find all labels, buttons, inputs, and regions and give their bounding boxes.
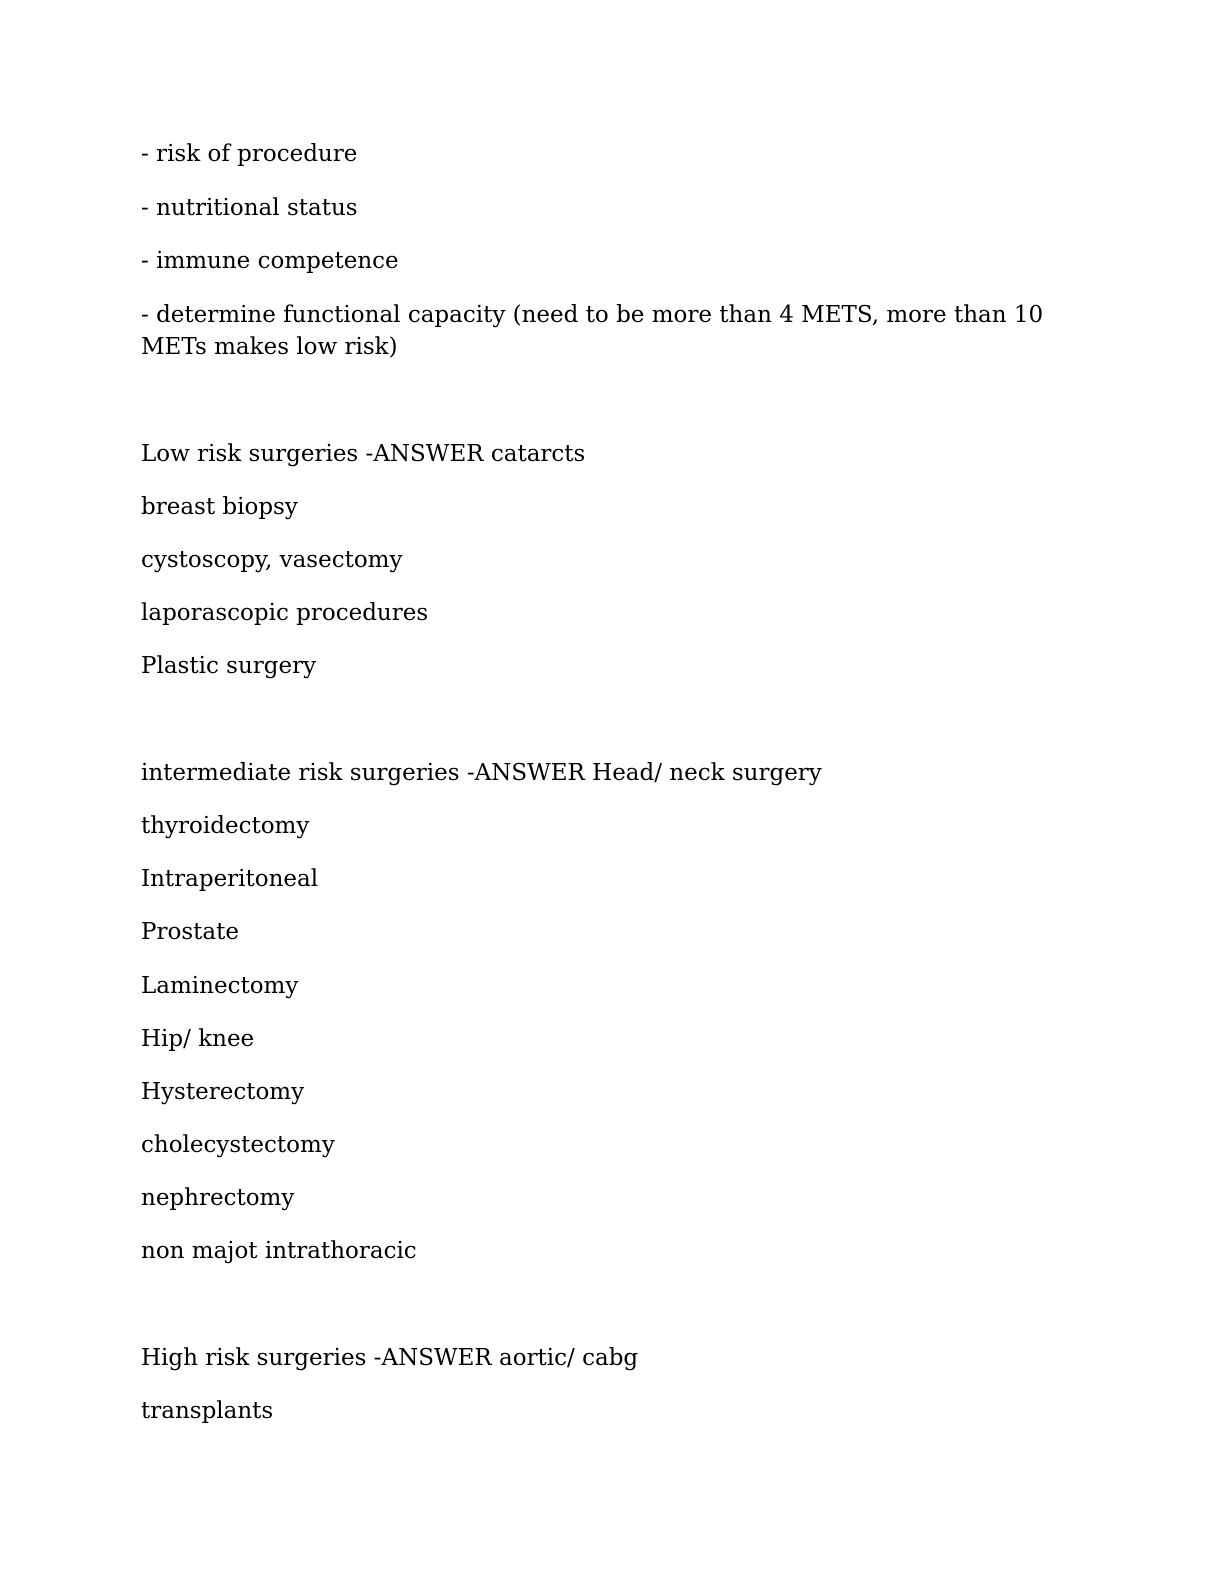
text-line: Hysterectomy <box>141 1079 305 1105</box>
text-line: High risk surgeries -ANSWER aortic/ cabg <box>141 1345 639 1371</box>
text-line: cholecystectomy <box>141 1132 335 1158</box>
text-line: - nutritional status <box>141 195 358 221</box>
text-line: breast biopsy <box>141 494 298 520</box>
text-line: Plastic surgery <box>141 653 317 679</box>
text-line: laporascopic procedures <box>141 600 429 626</box>
text-line: transplants <box>141 1398 274 1424</box>
text-line: Low risk surgeries -ANSWER catarcts <box>141 441 586 467</box>
text-line: Intraperitoneal <box>141 866 319 892</box>
text-line: - risk of procedure <box>141 141 358 167</box>
text-line: nephrectomy <box>141 1185 295 1211</box>
text-line: Hip/ knee <box>141 1026 255 1052</box>
text-line: Prostate <box>141 919 239 945</box>
text-line: Laminectomy <box>141 973 299 999</box>
text-line: - determine functional capacity (need to be more than 4 METS, more than 10 METs makes low risk) <box>141 302 1051 360</box>
text-line: intermediate risk surgeries -ANSWER Head/ neck surgery <box>141 760 822 786</box>
text-line: thyroidectomy <box>141 813 310 839</box>
text-line: cystoscopy, vasectomy <box>141 547 403 573</box>
text-line: - immune competence <box>141 248 399 274</box>
text-line: non majot intrathoracic <box>141 1238 417 1264</box>
